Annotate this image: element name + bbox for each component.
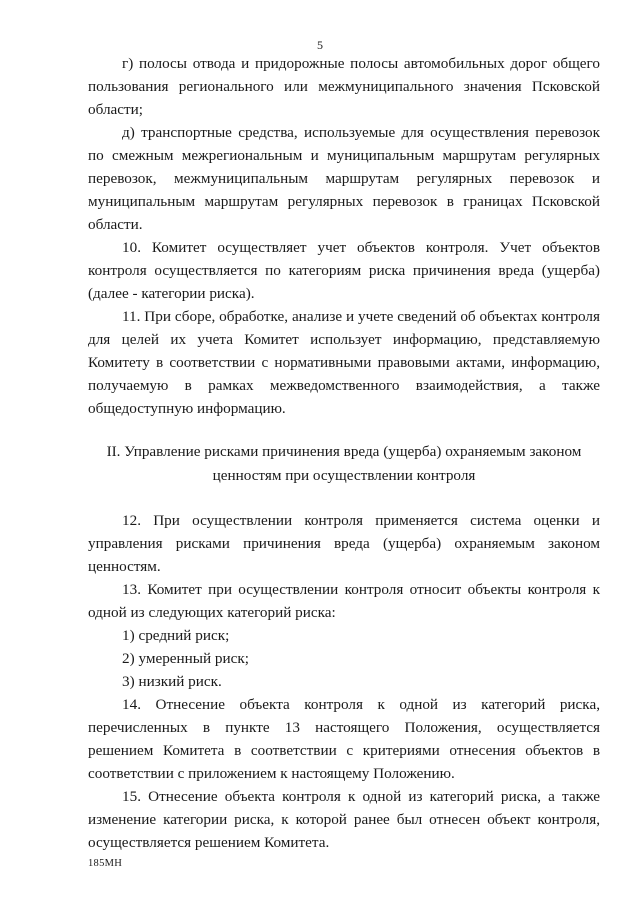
list-item-risk-medium: 1) средний риск; [122,627,230,644]
paragraph-13: 13. Комитет при осуществлении контроля относит объекты контроля к одной из следующих категорий риска: [88,581,600,621]
list-item-risk-low: 3) низкий риск. [122,673,222,690]
section-heading [88,440,600,487]
paragraph-15: 15. Отнесение объекта контроля к одной из категорий риска, а также изменение категории риска, к которой ранее был отнесен объект контроля, осуществляется решением Комитета. [88,788,600,851]
paragraph-12: 12. При осуществлении контроля применяется система оценки и управления рисками причинения вреда (ущерба) охраняемым законом ценностям. [88,512,600,575]
list-item-risk-moderate: 2) умеренный риск; [122,650,249,667]
paragraph-item-d: д) транспортные средства, используемые для осуществления перевозок по смежным межрегиональным и муниципальным маршрутам регулярных перевозок, межмуниципальным маршрутам регулярных перевозок и муниципальным маршрутам регулярных перевозок в границах Псковской области. [88,124,600,233]
paragraph-item-g: г) полосы отвода и придорожные полосы автомобильных дорог общего пользования регионального или межмуниципального значения Псковской области; [88,55,600,118]
paragraph-14: 14. Отнесение объекта контроля к одной из категорий риска, перечисленных в пункте 13 настоящего Положения, осуществляется решением Комитета в соответствии с критериями отнесения объектов в соответствии с приложением к настоящему Положению. [88,696,600,782]
section-heading-line-2: ценностям при осуществлении контроля [212,466,476,484]
document-code: 185МН [88,858,123,869]
document-body [88,52,600,854]
paragraph-11: 11. При сборе, обработке, анализе и учете сведений об объектах контроля для целей их учета Комитет использует информацию, представляемую Комитету в соответствии с нормативными правовыми актами, информацию, получаемую в рамках межведомственного взаимодействия, а также общедоступную информацию. [88,308,600,417]
paragraph-10: 10. Комитет осуществляет учет объектов контроля. Учет объектов контроля осуществляется по категориям риска причинения вреда (ущерба) (далее - категории риска). [88,239,600,302]
page-number: 5 [317,38,323,52]
section-heading-line-1: II. Управление рисками причинения вреда (ущерба) охраняемым законом [106,443,582,460]
